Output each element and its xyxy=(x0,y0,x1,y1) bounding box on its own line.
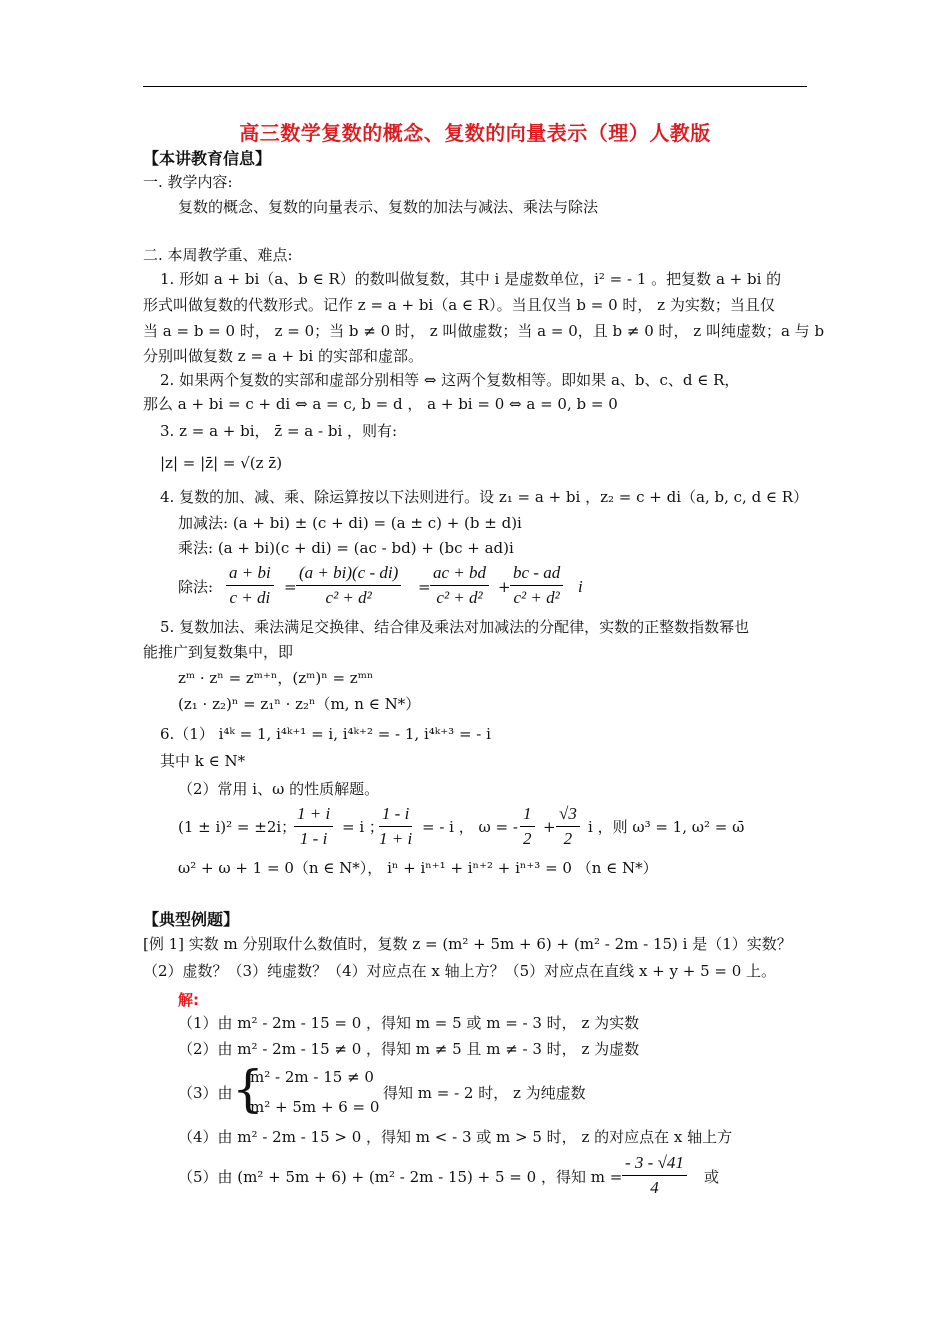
fraction-denominator: c² + d² xyxy=(513,588,560,607)
fraction-numerator: (a + bi)(c - di) xyxy=(296,563,401,586)
section-heading-info: 【本讲教育信息】 xyxy=(143,149,272,168)
point6-properties-intro: （2）常用 i、ω 的性质解题。 xyxy=(178,780,380,798)
fraction-denominator: 1 - i xyxy=(299,829,328,848)
omega-identity-a: (1 ± i)² = ±2i； xyxy=(178,818,297,836)
point5-product-power-rule: (z₁ · z₂)ⁿ = z₁ⁿ · z₂ⁿ（m, n ∈ N*） xyxy=(178,695,421,713)
point5-power-rule: zᵐ · zⁿ = zᵐ⁺ⁿ，(zᵐ)ⁿ = zᵐⁿ xyxy=(178,669,374,687)
multiplication-rule: 乘法: (a + bi)(c + di) = (ac - bd) + (bc + ad)i xyxy=(178,539,514,557)
division-equals-1: = xyxy=(284,578,297,596)
example1-line2: （2）虚数？（3）纯虚数？（4）对应点在 x 轴上方？（5）对应点在直线 x + y + 5 = 0 上。 xyxy=(143,962,777,980)
division-fraction-1 xyxy=(226,563,274,608)
omega-identity-d: + xyxy=(543,818,556,836)
system-equation-1: m² - 2m - 15 ≠ 0 xyxy=(250,1068,374,1086)
point2-line1: 2. 如果两个复数的实部和虚部分别相等 ⇔ 这两个复数相等。即如果 a、b、c、d ∈ R， xyxy=(160,371,740,389)
fraction-numerator: bc - ad xyxy=(510,563,563,586)
fraction-numerator: a + bi xyxy=(226,563,274,586)
fraction-numerator: 1 - i xyxy=(379,804,412,827)
fraction-denominator: 4 xyxy=(650,1178,659,1197)
fraction-numerator: √3 xyxy=(556,804,580,827)
solution-part5: （5）由 (m² + 5m + 6) + (m² - 2m - 15) + 5 = 0 ，得知 m = xyxy=(178,1168,623,1186)
fraction-denominator: 2 xyxy=(563,829,573,848)
omega-identity-e: i ，则 ω³ = 1, ω² = ω̄ xyxy=(588,818,745,836)
point1-line1: 1. 形如 a + bi（a、b ∈ R）的数叫做复数，其中 i 是虚数单位，i² = - 1 。把复数 a + bi 的 xyxy=(160,270,782,288)
point1-line3: 当 a = b = 0 时， z = 0；当 b ≠ 0 时， z 叫做虚数；当 a = 0，且 b ≠ 0 时， z 叫纯虚数；a 与 b xyxy=(143,322,825,340)
point1-line2: 形式叫做复数的代数形式。记作 z = a + bi（a ∈ R）。当且仅当 b = 0 时， z 为实数；当且仅 xyxy=(143,296,775,314)
teaching-content-heading: 一. 教学内容: xyxy=(143,173,233,191)
omega-fraction-1 xyxy=(294,804,333,849)
teaching-content-body: 复数的概念、复数的向量表示、复数的加法与减法、乘法与除法 xyxy=(178,198,599,216)
fraction-numerator: ac + bd xyxy=(430,563,489,586)
fraction-denominator: 2 xyxy=(523,829,532,848)
solution-part5-or: 或 xyxy=(704,1168,720,1186)
solution-part3-prefix: （3）由 xyxy=(178,1084,233,1102)
division-fraction-2 xyxy=(296,563,401,608)
fraction-numerator: 1 + i xyxy=(294,804,333,827)
fraction-denominator: c² + d² xyxy=(325,588,372,607)
point5-line1: 5. 复数加法、乘法满足交换律、结合律及乘法对加减法的分配律，实数的正整数指数幂也 xyxy=(160,618,750,636)
key-points-heading: 二. 本周教学重、难点: xyxy=(143,246,293,264)
section-heading-examples: 【典型例题】 xyxy=(143,910,240,929)
point3-line1: 3. z = a + bi， z̄ = a - bi ，则有: xyxy=(160,422,398,440)
addition-rule: 加减法: (a + bi) ± (c + di) = (a ± c) + (b ± d)i xyxy=(178,514,522,532)
point6-i-powers: 6.（1） i⁴ᵏ = 1, i⁴ᵏ⁺¹ = i, i⁴ᵏ⁺² = - 1, i⁴ᵏ⁺³ = - i xyxy=(160,725,491,743)
fraction-denominator: c² + d² xyxy=(436,588,483,607)
system-brace: { xyxy=(232,1060,264,1118)
fraction-denominator: c + di xyxy=(229,588,271,607)
point4-line1: 4. 复数的加、减、乘、除运算按以下法则进行。设 z₁ = a + bi ，z₂ = c + di（a, b, c, d ∈ R） xyxy=(160,488,809,506)
omega-identity-b: = i ； xyxy=(342,818,384,836)
omega-sum-identity: ω² + ω + 1 = 0（n ∈ N*）， iⁿ + iⁿ⁺¹ + iⁿ⁺² + iⁿ⁺³ = 0 （n ∈ N*） xyxy=(178,859,658,877)
solution-label: 解: xyxy=(178,991,199,1009)
example1-line1: [例 1] 实数 m 分别取什么数值时，复数 z = (m² + 5m + 6) + (m² - 2m - 15) i 是（1）实数？ xyxy=(143,935,792,953)
fraction-denominator: 1 + i xyxy=(379,829,413,848)
fraction-numerator: - 3 - √41 xyxy=(622,1153,687,1176)
point2-line2: 那么 a + bi = c + di ⇔ a = c, b = d ， a + bi = 0 ⇔ a = 0, b = 0 xyxy=(143,395,618,413)
point5-line2: 能推广到复数集中，即 xyxy=(143,643,294,661)
solution-part1: （1）由 m² - 2m - 15 = 0 ，得知 m = 5 或 m = - 3 时， z 为实数 xyxy=(178,1014,640,1032)
page-title: 高三数学复数的概念、复数的向量表示（理）人教版 xyxy=(239,121,711,145)
omega-fraction-3 xyxy=(520,804,535,849)
solution-part5-fraction xyxy=(622,1153,687,1198)
point1-line4: 分别叫做复数 z = a + bi 的实部和虚部。 xyxy=(143,347,423,365)
header-rule xyxy=(143,86,807,87)
omega-fraction-4 xyxy=(556,804,580,849)
fraction-numerator: 1 xyxy=(520,804,535,827)
division-label: 除法: xyxy=(178,578,214,596)
division-equals-2: = xyxy=(418,578,431,596)
division-fraction-3 xyxy=(430,563,489,608)
division-imag-unit: i xyxy=(578,577,583,596)
omega-identity-c: = - i ， ω = - xyxy=(422,818,518,836)
point6-k-condition: 其中 k ∈ N* xyxy=(160,752,246,770)
omega-fraction-2 xyxy=(376,804,415,849)
solution-part2: （2）由 m² - 2m - 15 ≠ 0 ，得知 m ≠ 5 且 m ≠ - 3 时， z 为虚数 xyxy=(178,1040,640,1058)
system-equation-2: m² + 5m + 6 = 0 xyxy=(250,1098,380,1116)
solution-part3-result: 得知 m = - 2 时， z 为纯虚数 xyxy=(383,1084,586,1102)
solution-part4: （4）由 m² - 2m - 15 > 0 ，得知 m < - 3 或 m > 5 时， z 的对应点在 x 轴上方 xyxy=(178,1128,733,1146)
division-plus: + xyxy=(498,578,511,596)
division-fraction-4 xyxy=(510,563,563,608)
point3-modulus-formula: |z| = |z̄| = √(z z̄) xyxy=(160,454,283,472)
